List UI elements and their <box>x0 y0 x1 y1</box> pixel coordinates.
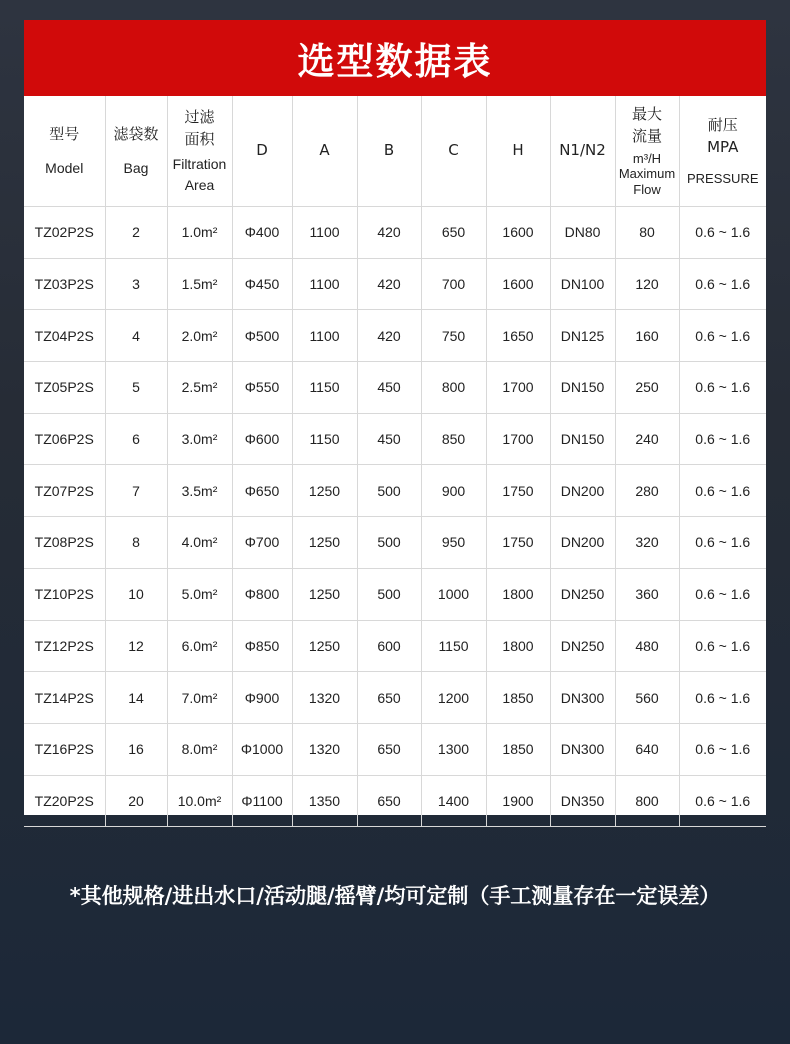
cell-b: 500 <box>357 465 421 517</box>
cell-a: 1150 <box>292 362 357 414</box>
cell-a: 1100 <box>292 258 357 310</box>
table-row <box>24 620 766 672</box>
cell-pressure: 0.6 ~ 1.6 <box>679 258 766 310</box>
cell-flow: 800 <box>615 775 679 827</box>
cell-bag: 4 <box>105 310 167 362</box>
cell-bag: 8 <box>105 517 167 569</box>
cell-pressure: 0.6 ~ 1.6 <box>679 207 766 259</box>
cell-c: 650 <box>421 207 486 259</box>
header-flow: 最大 流量 m³/H Maximum Flow <box>615 96 679 207</box>
table-row <box>24 672 766 724</box>
cell-area: 7.0m² <box>167 672 232 724</box>
cell-n: DN250 <box>550 568 615 620</box>
cell-c: 700 <box>421 258 486 310</box>
page-title: 选型数据表 <box>24 20 766 96</box>
cell-flow: 560 <box>615 672 679 724</box>
header-model: 型号 Model <box>24 96 105 207</box>
cell-model: TZ10P2S <box>24 568 105 620</box>
cell-bag: 7 <box>105 465 167 517</box>
cell-pressure: 0.6 ~ 1.6 <box>679 775 766 827</box>
header-c: C <box>421 96 486 207</box>
table-row <box>24 413 766 465</box>
cell-pressure: 0.6 ~ 1.6 <box>679 310 766 362</box>
cell-a: 1250 <box>292 620 357 672</box>
table-row <box>24 310 766 362</box>
cell-b: 450 <box>357 413 421 465</box>
cell-c: 1000 <box>421 568 486 620</box>
cell-h: 1750 <box>486 517 550 569</box>
cell-b: 450 <box>357 362 421 414</box>
cell-a: 1150 <box>292 413 357 465</box>
cell-area: 8.0m² <box>167 723 232 775</box>
cell-flow: 80 <box>615 207 679 259</box>
cell-bag: 10 <box>105 568 167 620</box>
cell-flow: 280 <box>615 465 679 517</box>
cell-h: 1700 <box>486 362 550 414</box>
cell-n: DN250 <box>550 620 615 672</box>
cell-flow: 160 <box>615 310 679 362</box>
cell-c: 950 <box>421 517 486 569</box>
cell-h: 1650 <box>486 310 550 362</box>
cell-n: DN150 <box>550 413 615 465</box>
cell-model: TZ03P2S <box>24 258 105 310</box>
cell-b: 420 <box>357 310 421 362</box>
cell-h: 1800 <box>486 568 550 620</box>
cell-d: Φ1100 <box>232 775 292 827</box>
cell-a: 1100 <box>292 207 357 259</box>
cell-b: 650 <box>357 723 421 775</box>
header-b: B <box>357 96 421 207</box>
cell-n: DN80 <box>550 207 615 259</box>
cell-a: 1320 <box>292 723 357 775</box>
cell-d: Φ600 <box>232 413 292 465</box>
cell-a: 1320 <box>292 672 357 724</box>
cell-flow: 250 <box>615 362 679 414</box>
table-row <box>24 258 766 310</box>
cell-d: Φ900 <box>232 672 292 724</box>
cell-b: 420 <box>357 258 421 310</box>
cell-b: 500 <box>357 517 421 569</box>
cell-model: TZ16P2S <box>24 723 105 775</box>
cell-h: 1850 <box>486 723 550 775</box>
cell-pressure: 0.6 ~ 1.6 <box>679 672 766 724</box>
cell-c: 1300 <box>421 723 486 775</box>
cell-n: DN150 <box>550 362 615 414</box>
cell-h: 1600 <box>486 207 550 259</box>
cell-model: TZ14P2S <box>24 672 105 724</box>
cell-h: 1600 <box>486 258 550 310</box>
cell-d: Φ1000 <box>232 723 292 775</box>
cell-n: DN200 <box>550 517 615 569</box>
spec-table <box>24 96 766 827</box>
cell-flow: 240 <box>615 413 679 465</box>
cell-area: 2.5m² <box>167 362 232 414</box>
cell-n: DN350 <box>550 775 615 827</box>
cell-bag: 5 <box>105 362 167 414</box>
header-bag: 滤袋数 Bag <box>105 96 167 207</box>
cell-flow: 480 <box>615 620 679 672</box>
cell-flow: 360 <box>615 568 679 620</box>
cell-c: 1400 <box>421 775 486 827</box>
cell-a: 1250 <box>292 568 357 620</box>
cell-area: 1.5m² <box>167 258 232 310</box>
cell-h: 1750 <box>486 465 550 517</box>
cell-n: DN125 <box>550 310 615 362</box>
cell-a: 1100 <box>292 310 357 362</box>
cell-model: TZ12P2S <box>24 620 105 672</box>
header-n1n2: N1/N2 <box>550 96 615 207</box>
spec-table-container <box>24 96 766 815</box>
table-row <box>24 723 766 775</box>
cell-pressure: 0.6 ~ 1.6 <box>679 362 766 414</box>
cell-d: Φ500 <box>232 310 292 362</box>
cell-flow: 320 <box>615 517 679 569</box>
cell-bag: 2 <box>105 207 167 259</box>
cell-model: TZ06P2S <box>24 413 105 465</box>
table-row <box>24 517 766 569</box>
header-row <box>24 96 766 207</box>
table-row <box>24 362 766 414</box>
cell-d: Φ450 <box>232 258 292 310</box>
cell-n: DN300 <box>550 723 615 775</box>
cell-model: TZ20P2S <box>24 775 105 827</box>
cell-h: 1900 <box>486 775 550 827</box>
cell-b: 500 <box>357 568 421 620</box>
cell-area: 4.0m² <box>167 517 232 569</box>
cell-d: Φ700 <box>232 517 292 569</box>
cell-d: Φ400 <box>232 207 292 259</box>
table-row <box>24 207 766 259</box>
cell-h: 1850 <box>486 672 550 724</box>
cell-c: 850 <box>421 413 486 465</box>
header-h: H <box>486 96 550 207</box>
table-row <box>24 568 766 620</box>
cell-bag: 12 <box>105 620 167 672</box>
cell-a: 1350 <box>292 775 357 827</box>
cell-pressure: 0.6 ~ 1.6 <box>679 465 766 517</box>
cell-b: 650 <box>357 672 421 724</box>
cell-d: Φ800 <box>232 568 292 620</box>
cell-bag: 16 <box>105 723 167 775</box>
cell-pressure: 0.6 ~ 1.6 <box>679 517 766 569</box>
cell-n: DN200 <box>550 465 615 517</box>
cell-c: 750 <box>421 310 486 362</box>
cell-area: 2.0m² <box>167 310 232 362</box>
cell-model: TZ04P2S <box>24 310 105 362</box>
cell-pressure: 0.6 ~ 1.6 <box>679 620 766 672</box>
cell-flow: 120 <box>615 258 679 310</box>
cell-a: 1250 <box>292 517 357 569</box>
cell-area: 1.0m² <box>167 207 232 259</box>
cell-area: 6.0m² <box>167 620 232 672</box>
cell-n: DN100 <box>550 258 615 310</box>
cell-b: 600 <box>357 620 421 672</box>
cell-n: DN300 <box>550 672 615 724</box>
cell-d: Φ850 <box>232 620 292 672</box>
cell-b: 650 <box>357 775 421 827</box>
cell-d: Φ550 <box>232 362 292 414</box>
footnote: *其他规格/进出水口/活动腿/摇臂/均可定制（手工测量存在一定误差） <box>69 884 721 908</box>
header-area: 过滤面积 Filtration Area <box>167 96 232 207</box>
cell-model: TZ07P2S <box>24 465 105 517</box>
cell-area: 3.5m² <box>167 465 232 517</box>
cell-c: 1150 <box>421 620 486 672</box>
cell-pressure: 0.6 ~ 1.6 <box>679 723 766 775</box>
cell-pressure: 0.6 ~ 1.6 <box>679 413 766 465</box>
header-a: A <box>292 96 357 207</box>
cell-pressure: 0.6 ~ 1.6 <box>679 568 766 620</box>
table-row <box>24 775 766 827</box>
cell-a: 1250 <box>292 465 357 517</box>
cell-b: 420 <box>357 207 421 259</box>
cell-area: 10.0m² <box>167 775 232 827</box>
cell-h: 1700 <box>486 413 550 465</box>
header-d: D <box>232 96 292 207</box>
table-row <box>24 465 766 517</box>
cell-bag: 6 <box>105 413 167 465</box>
cell-area: 3.0m² <box>167 413 232 465</box>
cell-flow: 640 <box>615 723 679 775</box>
cell-h: 1800 <box>486 620 550 672</box>
cell-d: Φ650 <box>232 465 292 517</box>
cell-bag: 3 <box>105 258 167 310</box>
cell-c: 800 <box>421 362 486 414</box>
header-pressure: 耐压 MPA PRESSURE <box>679 96 766 207</box>
cell-bag: 14 <box>105 672 167 724</box>
cell-c: 1200 <box>421 672 486 724</box>
cell-model: TZ08P2S <box>24 517 105 569</box>
cell-model: TZ05P2S <box>24 362 105 414</box>
cell-c: 900 <box>421 465 486 517</box>
cell-area: 5.0m² <box>167 568 232 620</box>
cell-model: TZ02P2S <box>24 207 105 259</box>
cell-bag: 20 <box>105 775 167 827</box>
